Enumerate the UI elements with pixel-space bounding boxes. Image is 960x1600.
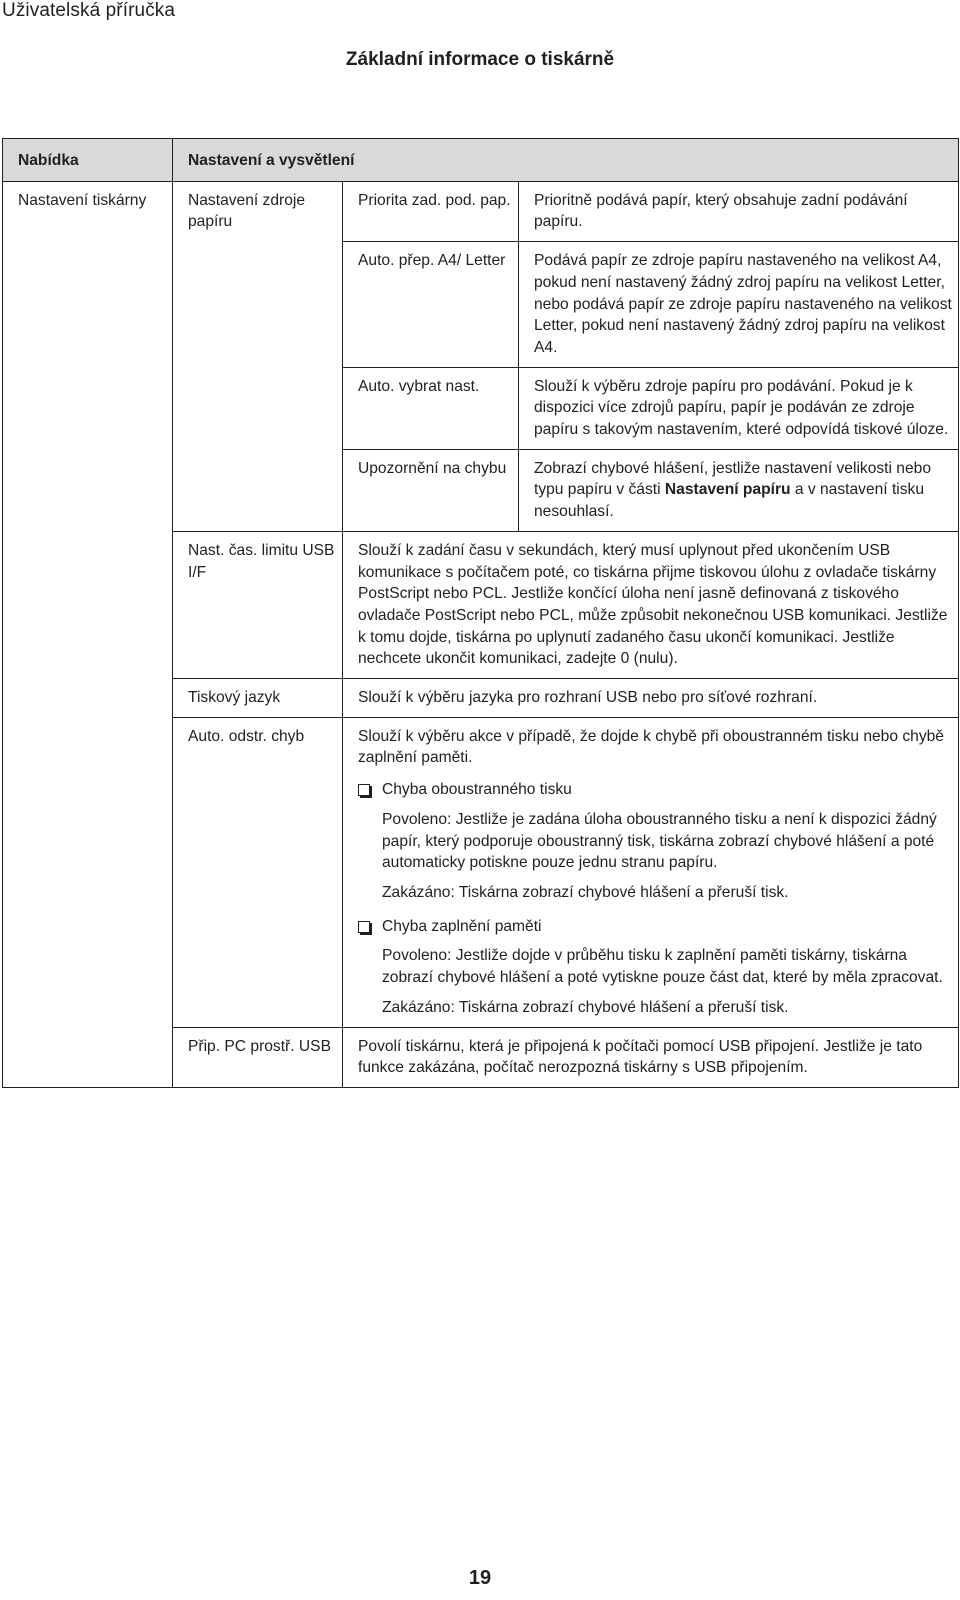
setting-description: Podává papír ze zdroje papíru nastaveného na velikost A4, pokud není nastavený žádný zdroj papíru na velikost Letter, nebo podává papír ze zdroje papíru nastaveného na velikost Letter, pokud není nastavený žádný zdroj papíru na velikost A4. [519,242,959,368]
settings-table [2,138,959,1088]
setting-description: Slouží k zadání času v sekundách, který musí uplynout před ukončením USB komunikace s počítačem poté, co tiskárna přijme tiskovou úlohu z ovladače tiskárny PostScript nebo PCL. Jestliže končící úloha není jasně definovaná z tiskového ovladače PostScript nebo PCL, může způsobit nekonečnou USB komunikaci. Jestliže k tomu dojde, tiskárna po uplynutí zadaného času ukončí komunikaci. Jestliže nechcete ukončit komunikaci, zadejte 0 (nulu). [343,531,959,678]
setting-description: Prioritně podává papír, který obsahuje zadní podávání papíru. [519,181,959,241]
setting-description [519,449,959,531]
option-enabled-text: Povoleno: Jestliže dojde v průběhu tisku k zaplnění paměti tiskárny, tiskárna zobrazí chybové hlášení a poté vytiskne pouze část dat, které by měla zpracovat. [382,947,943,987]
menu-usb-timeout: Nast. čas. limitu USB I/F [173,531,343,678]
option-disabled-text: Zakázáno: Tiskárna zobrazí chybové hlášení a přeruší tisk. [382,998,789,1016]
checkbox-bullet-icon [358,921,370,933]
option-disabled-text: Zakázáno: Tiskárna zobrazí chybové hlášení a přeruší tisk. [382,883,789,901]
setting-name: Upozornění na chybu [343,449,519,531]
menu-pc-connection-usb: Přip. PC prostř. USB [173,1027,343,1087]
column-header-menu: Nabídka [3,139,173,182]
section-title: Základní informace o tiskárně [345,49,615,70]
checkbox-bullet-icon [358,784,370,796]
menu-print-language: Tiskový jazyk [173,679,343,718]
setting-name: Priorita zad. pod. pap. [343,181,519,241]
description-text: a v nastavení tisku nesouhlasí. [534,481,925,521]
column-header-settings: Nastavení a vysvětlení [173,139,959,182]
page-number: 19 [468,1567,492,1589]
setting-name: Auto. přep. A4/ Letter [343,242,519,368]
setting-description: Slouží k výběru zdroje papíru pro podávání. Pokud je k dispozici více zdrojů papíru, papír je podáván ze zdroje papíru s takovým nastavením, které odpovídá tiskové úloze. [519,367,959,449]
setting-name: Auto. vybrat nast. [343,367,519,449]
option-enabled-text: Povoleno: Jestliže je zadána úloha oboustranného tisku a není k dispozici žádný papír, který podporuje oboustranný tisk, tiskárna zobrazí chybové hlášení a poté automaticky potiskne pouze jednu stranu papíru. [382,810,937,872]
memory-full-error-option [358,916,952,1019]
table-header-row [3,139,959,182]
description-text: Zobrazí chybové hlášení, jestliže nastavení velikosti nebo typu papíru v části [534,459,931,499]
menu-printer-settings: Nastavení tiskárny [3,181,173,1087]
setting-description [343,717,959,1027]
setting-description: Povolí tiskárnu, která je připojená k počítači pomocí USB připojení. Jestliže je tato funkce zakázána, počítač nerozpozná tiskárny s USB připojením. [343,1027,959,1087]
option-title: Chyba oboustranného tisku [382,781,572,799]
option-title: Chyba zaplnění paměti [382,917,542,935]
menu-auto-error-solver: Auto. odstr. chyb [173,717,343,1027]
document-header-title: Uživatelská příručka [2,0,176,21]
setting-description: Slouží k výběru jazyka pro rozhraní USB nebo pro síťové rozhraní. [343,679,959,718]
menu-paper-source-settings: Nastavení zdroje papíru [173,181,343,531]
table-row [3,181,959,241]
duplex-error-option [358,779,952,904]
paper-settings-link-text: Nastavení papíru [664,481,791,499]
auto-error-intro: Slouží k výběru akce v případě, že dojde k chybě při oboustranném tisku nebo chybě zaplnění paměti. [358,727,944,767]
